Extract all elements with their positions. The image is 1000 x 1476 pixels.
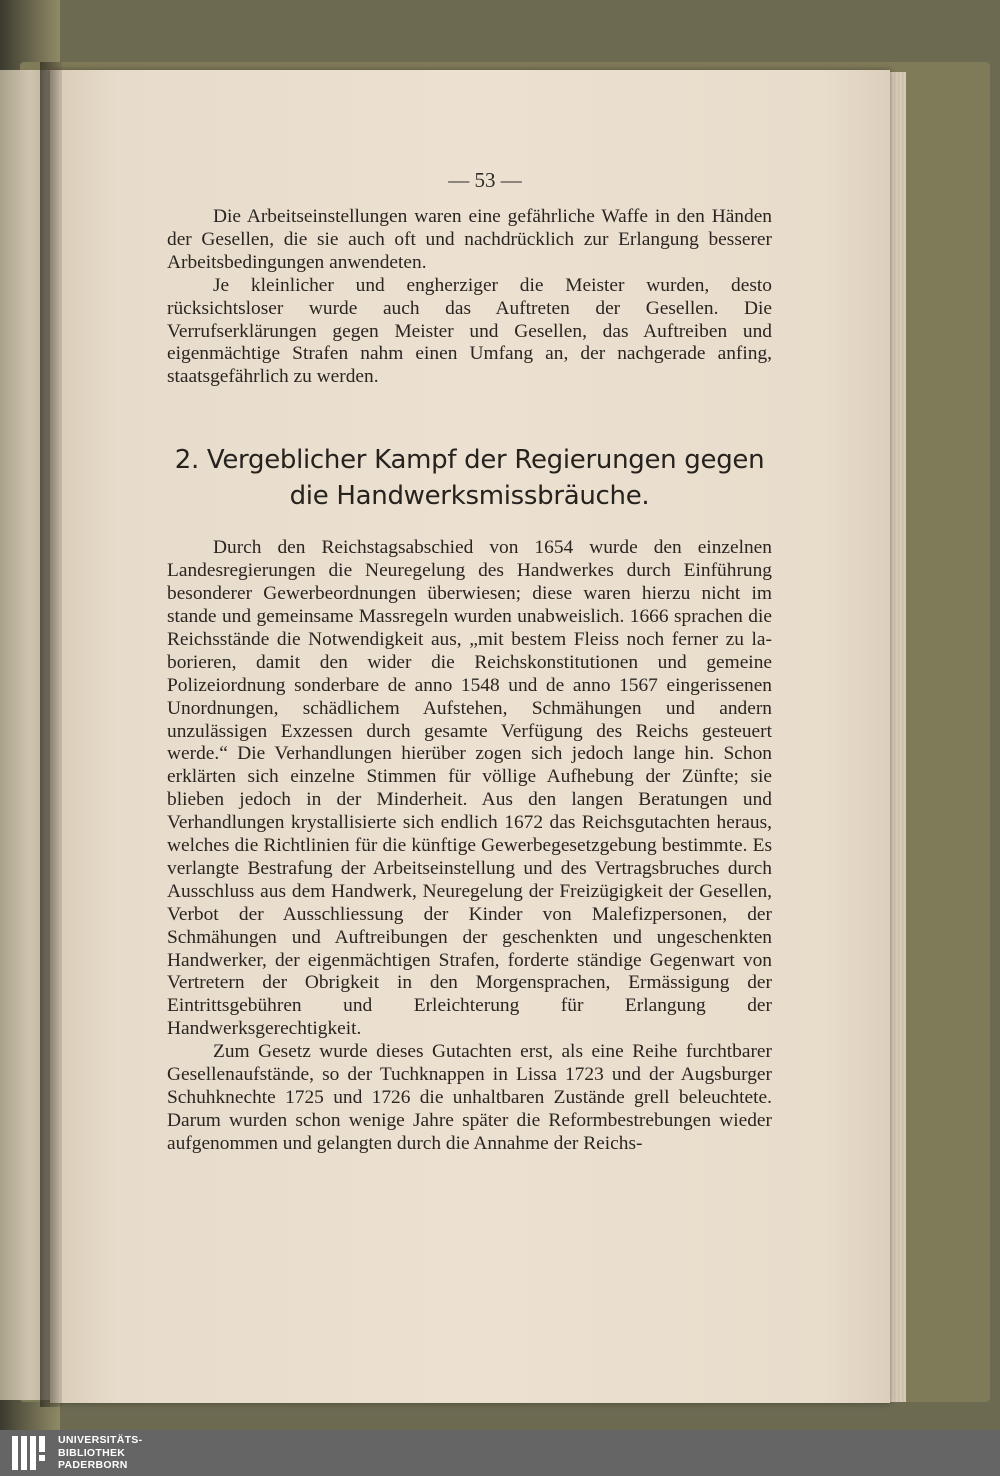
library-name [58, 1434, 142, 1472]
paragraph: Die Arbeitseinstellungen waren eine gefährliche Waffe in den Händen der Gesellen, die sie auch oft und nachdrücklich zur Erlangung besserer Arbeitsbedingungen anwendeten. [167, 206, 772, 273]
page-text [167, 206, 772, 1156]
page-number: — 53 — [448, 168, 522, 192]
paragraph: Zum Gesetz wurde dieses Gutachten erst, als eine Reihe furchtbarer Gesellenaufstände, so der Tuchknappen in Lissa 1723 und der Augsburger Schuhknechte 1725 und 1726 die unhaltbaren Zustände grell beleuchtete. Darum wurden schon wenige Jahre später die Reformbestrebungen wieder aufgenommen und gelangten durch die Annahme der Reichs- [167, 1041, 772, 1154]
paragraph: Je kleinlicher und engherziger die Meister wurden, desto rücksichtsloser wurde auch das Auftreten der Gesellen. Die Verrufserklärungen gegen Meister und Gesellen, das Auftreiben und eigenmächtige Strafen nahm einen Umfang an, der nachgerade anfing, staatsgefährlich zu werden. [167, 274, 772, 388]
spine-shadow [40, 62, 62, 1407]
section-heading [167, 442, 772, 514]
paragraph: Durch den Reichstagsabschied von 1654 wurde den einzelnen Landesregierungen die Neuregelung des Handwerkes durch Einführung besonderer Gewerbeordnungen überwiesen; diese waren hierzu nicht im stande und gemeinsame Massregeln wurden unabweislich. 1666 sprachen die Reichsstände die Notwendigkeit aus, „mit bestem Fleiss noch ferner zu laborieren, damit den wider die Reichskonstitutionen und gemeine Polizeiordnung sonderbare de anno 1548 und de anno 1567 eingerissenen Unordnungen, schädlichem Aufstehen, Schmähungen und andern unzulässigen Exzessen durch gesamte Verfügung des Reichs gesteuert werde.“ Die Verhandlungen hierüber zogen sich jedoch lange hin. Schon erklärten sich einzelne Stimmen für völlige Aufhebung der Zünfte; sie blieben jedoch in der Minderheit. Aus den langen Beratungen und Verhandlungen krystallisierte sich endlich 1672 das Reichsgutachten heraus, welches die Richtlinien für die künftige Gewerbegesetzgebung bestimmte. Es verlangte Bestrafung der Arbeitseinstellung und des Vertragsbruches durch Ausschluss aus dem Handwerk, Neuregelung der Freizügigkeit der Gesellen, Verbot der Ausschliessung der Kinder von Malefizpersonen, der Schmähungen und Auftreibungen der geschenkten und ungeschenkten Handwerker, der eigenmächtigen Strafen, forderte ständige Gegenwart von Vertretern der Obrigkeit in den Morgensprachen, Ermässigung der Eintrittsgebühren und Erleichterung für Erlangung der Handwerksgerechtigkeit. [167, 537, 772, 1040]
library-logo-icon [10, 1434, 48, 1472]
section-heading-line: 2. Vergeblicher Kampf der Regierungen gegen [174, 445, 765, 476]
library-footer [0, 1430, 1000, 1476]
section-heading-line: die Handwerksmissbräuche. [289, 481, 650, 512]
library-name-line: UNIVERSITÄTS- [58, 1434, 143, 1446]
book-page [50, 70, 890, 1403]
library-name-line: BIBLIOTHEK [58, 1446, 126, 1459]
library-name-line: PADERBORN [58, 1459, 128, 1471]
